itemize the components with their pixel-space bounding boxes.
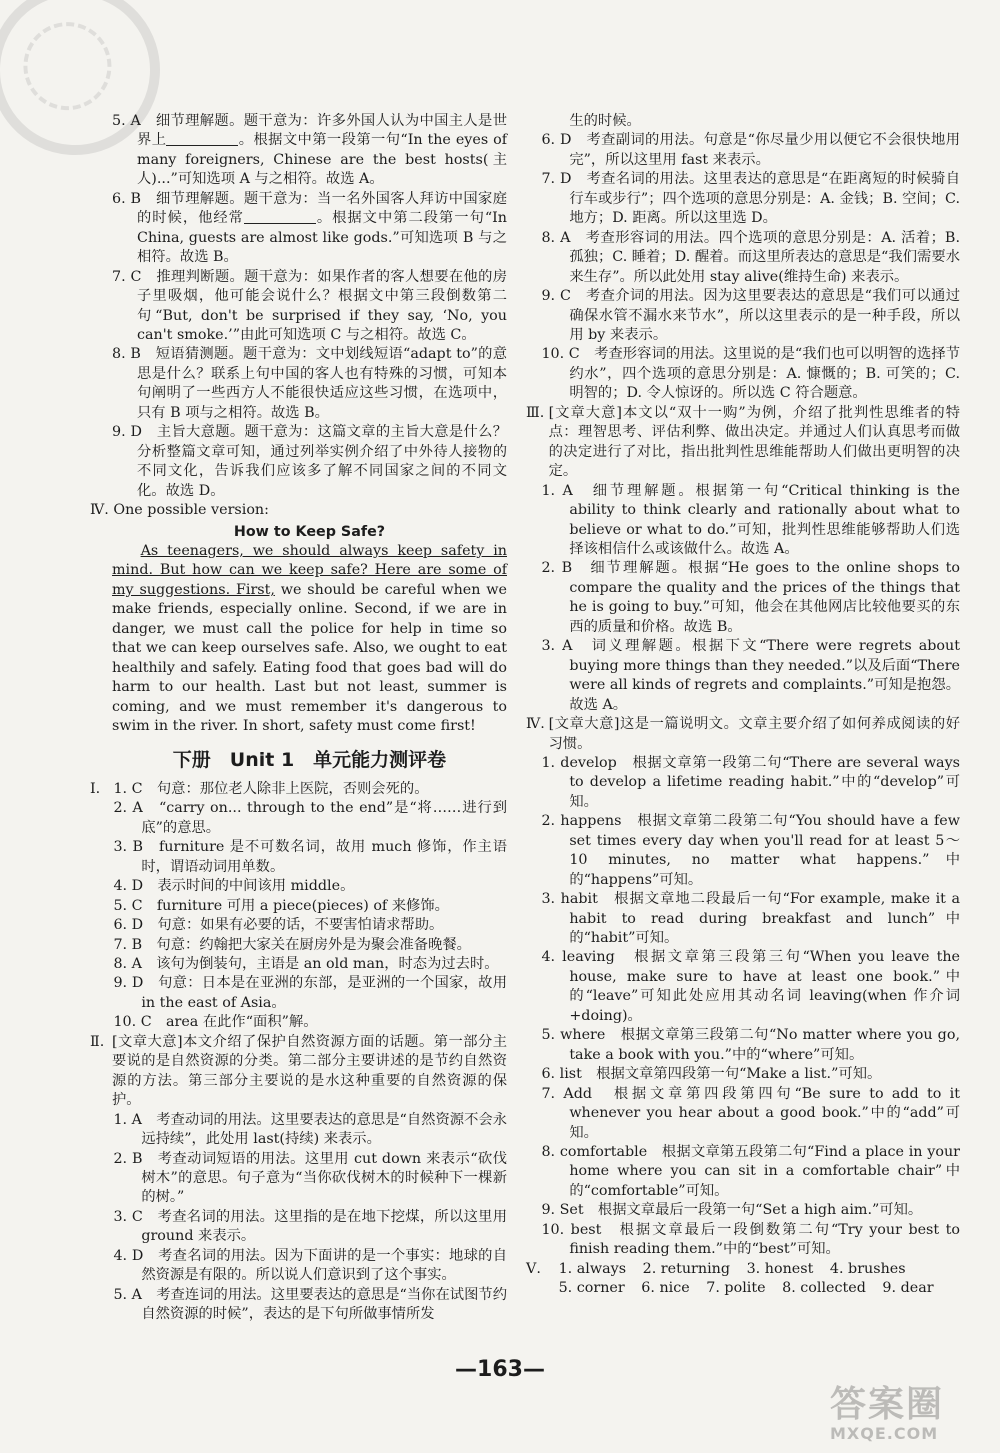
s4-item: 5. where 根据文章第三段第二句“No matter where you go, take a book with you.”中的“where”可知。 [541, 1027, 960, 1063]
section-1-label: Ⅰ. [90, 780, 101, 797]
s2-item-5-continued: 生的时候。 [569, 113, 641, 129]
s5-answer: 4. brushes [829, 1260, 906, 1277]
section-3-intro: [文章大意]本文以“双十一购”为例，介绍了批判性思维者的特点：理智思考、评估利弊、做出决定。并通过人们认真思考而做的决定进行了对比，指出批判性思维能帮助人们做出更明智的决定。 [548, 404, 960, 480]
s4-item: 10. best 根据文章最后一段倒数第二句“Try your best to finish reading them.”中的“best”可知。 [541, 1221, 960, 1258]
s1-item: 1. C 句意：那位老人除非上医院，否则会死的。 [113, 780, 429, 797]
s5-answer: 9. dear [882, 1280, 934, 1297]
s5-row [540, 1260, 960, 1279]
section-2-intro: [文章大意]本文介绍了保护自然资源方面的话题。第一部分主要说的是自然资源的分类。第二部分主要讲述的是节约自然资源的方法。第三部分主要说的是水这种重要的自然资源的保护。 [112, 1033, 507, 1109]
s3-item: 2. B 细节理解题。根据“He goes to the online shops to compare the quality and the prices of the things that he is going to buy.”可知，他会在其他网店比较他要买的东西的质量和价格。故选 B。 [541, 560, 960, 635]
unit-title: 下册 Unit 1 单元能力测评卷 [172, 748, 447, 771]
s2-item: 4. D 考查名词的用法。因为下面讲的是一个事实：地球的自然资源是有限的。所以说人们意识到了这个事实。 [113, 1247, 507, 1284]
section-4 [526, 715, 960, 1260]
section-5-label: Ⅴ. [526, 1260, 541, 1277]
s1-item: 9. D 句意：日本是在亚洲的东部，是亚洲的一个国家，故用 in the east of Asia。 [113, 975, 507, 1011]
s2-item: 7. D 考查名词的用法。这里表达的意思是“在距离短的时候骑自行车或步行”；四个选项的意思分别是：A. 金钱；B. 空间；C. 地方；D. 距离。所以这里选 D。 [541, 171, 960, 227]
right-column [526, 112, 961, 1299]
answer-8: 8. B 短语猜测题。题干意为：文中划线短语“adapt to”的意思是什么？联系上句中国的客人也有特殊的习惯，可知本句阐明了一些西方人不能很快适应这些习惯，在选项中，只有 B 项与之相符。故选 B。 [112, 346, 507, 421]
answer-5: 5. A 细节理解题。题干意为：许多外国人认为中国主人是世界上 。根据文中第一段第一句“In the eyes of many foreigners, Chinese are the best hosts(主人)...”可知选项 A 与之相符。故选 A。 [112, 113, 508, 188]
s2-item: 5. A 考查连词的用法。这里要表达的意思是“当你在试图节约自然资源的时候”，表达的是下句所做事情所发 [113, 1286, 507, 1323]
s5-answer: 7. polite [706, 1280, 766, 1297]
s4-item: 2. happens 根据文章第二段第二句“You should have a few set times every day when you'll read for at least 5～10 minutes, no matter what happens.”中的“happens”可知。 [541, 813, 960, 888]
answer-blank [166, 145, 238, 146]
s2-item: 3. C 考查名词的用法。这里指的是在地下挖煤，所以这里用 ground 来表示。 [113, 1208, 507, 1245]
s1-item: 5. C furniture 可用 a piece(pieces) of 来修饰。 [113, 897, 449, 914]
answer-6: 6. B 细节理解题。题干意为：当一名外国客人拜访中国家庭的时候，他经常 。根据文中第二段第一句“In China, guests are almost like gods.”可知选项 B 与之相符。故选 B。 [112, 190, 507, 266]
s5-row [540, 1279, 960, 1298]
left-column [90, 112, 508, 1325]
section-2-label: Ⅱ. [90, 1033, 105, 1050]
s4-item: 7. Add 根据文章第四段第四句“Be sure to add to it whenever you hear about a good book.”中的“add”可知。 [541, 1085, 960, 1141]
s2-item: 10. C 考查形容词的用法。这里说的是“我们也可以明智的选择节约水”，四个选项的意思分别是：A. 慷慨的；B. 可笑的；C. 明智的；D. 令人惊讶的。所以选 C 符合题意。 [541, 346, 960, 402]
section-3-label: Ⅲ. [526, 404, 545, 421]
essay-title: How to Keep Safe? [233, 523, 386, 540]
s1-item: 4. D 表示时间的中间该用 middle。 [113, 878, 355, 895]
essay-underlined: As teenagers, we should always keep safety in mind. But how can we keep safe? Here are some of my suggestions. First, [112, 542, 507, 598]
s1-item: 7. B 句意：约翰把大家关在厨房外是为聚会准备晚餐。 [113, 936, 471, 953]
section-2 [90, 1033, 507, 1325]
answer-7: 7. C 推理判断题。题干意为：如果作者的客人想要在他的房子里吸烟，他可能会说什么？根据文中第三段倒数第二句“But, don't be surprised if they say, ‘No, you can't smoke.’”由此可知选项 C 与之相符。故选 C。 [112, 268, 507, 343]
section-4-intro: [文章大意]这是一篇说明文。文章主要介绍了如何养成阅读的好习惯。 [548, 716, 960, 752]
s3-item: 3. A 词义理解题。根据下文“There were regrets about buying more things than they needed.”以及后面“There were all kinds of regrets and complaints.”可知是抱怨。故选 A。 [541, 638, 961, 713]
s4-item: 1. develop 根据文章第一段第二句“There are several ways to develop a lifetime reading habit.”中的“develop”可知。 [541, 754, 960, 810]
s4-item: 3. habit 根据文章地二段最后一句“For example, make it a habit to read during breakfast and lunch”中的“habit”可知。 [541, 891, 960, 947]
essay-body: As teenagers, we should always keep safety in mind. But how can we keep safe? Here are some of my suggestions. First, we should be careful when we make friends, especially online. Second, if we are in danger, we must call the police for help in time so that we can keep ourselves safe. Also, we ought to eat healthily and safely. Eating food that goes bad will do harm to our health. Last but not least, summer is coming, and we must remember it's dangerous to swim in the river. In short, safety must come first! [112, 542, 508, 735]
s5-answer: 3. honest [746, 1260, 814, 1277]
s5-answer: 6. nice [641, 1280, 690, 1297]
s4-item: 4. leaving 根据文章第三段第三句“When you leave the house, make sure to have at least one book.”中的“leave”可知此处应用其动名词 leaving(when 作介词+doing)。 [541, 949, 960, 1024]
s1-item: 6. D 句意：如果有必要的话，不要害怕请求帮助。 [113, 917, 444, 934]
watermark-url: MXQE.COM [830, 1424, 939, 1443]
s1-item: 3. B furniture 是不可数名词，故用 much 修饰，作主语时，谓语动词用单数。 [113, 839, 507, 875]
s2-item: 9. C 考查介词的用法。因为这里要表达的意思是“我们可以通过确保水管不漏水来节水”，所以这里表示的是一种手段，所以用 by 来表示。 [541, 288, 960, 343]
s4-item: 8. comfortable 根据文章第五段第二句“Find a place in your home where you can sit in a comfortable chair”中的“comfortable”可知。 [541, 1144, 960, 1199]
s5-answer: 5. corner [558, 1280, 625, 1297]
s2-item: 6. D 考查副词的用法。句意是“你尽量少用以便它不会很快地用完”，所以这里用 fast 来表示。 [541, 132, 960, 168]
section-1 [90, 780, 507, 1033]
s1-item: 8. A 该句为倒装句，主语是 an old man，时态为过去时。 [113, 956, 499, 973]
s5-answer: 2. returning [642, 1260, 731, 1277]
s1-item: 10. C area 在此作“面积”解。 [113, 1014, 318, 1031]
answer-blank [244, 223, 316, 224]
s5-answer: 8. collected [782, 1280, 866, 1297]
s4-item: 6. list 根据文章第四段第一句“Make a list.”可知。 [541, 1066, 882, 1083]
section-3 [526, 404, 961, 715]
s2-item: 2. B 考查动词短语的用法。这里用 cut down 来表示“砍伐树木”的意思。句子意为“当你砍伐树木的时候种下一棵新的树。” [113, 1150, 507, 1206]
page-number: —163— [455, 1357, 545, 1382]
answer-9: 9. D 主旨大意题。题干意为：这篇文章的主旨大意是什么？分析整篇文章可知，通过列举实例介绍了中外待人接物的不同文化，告诉我们应该多了解不同国家之间的不同文化。故选 D。 [112, 424, 507, 499]
watermark-text: 答案圈 [830, 1384, 945, 1425]
section-5 [526, 1260, 960, 1299]
s4-item: 9. Set 根据文章最后一段第一句“Set a high aim.”可知。 [541, 1202, 923, 1219]
watermark-logo [830, 1385, 995, 1449]
section-4-label: Ⅳ. One possible version: [90, 502, 269, 519]
s3-item: 1. A 细节理解题。根据第一句“Critical thinking is the ability to think clearly and rationally about what to believe or what to do.”可知，批判性思维能够帮助人们选择该相信什么或该做什么。故选 A。 [541, 482, 960, 557]
s1-item: 2. A “carry on... through to the end”是“将……进行到底”的意思。 [113, 800, 507, 836]
s2-item: 8. A 考查形容词的用法。四个选项的意思分别是：A. 活着；B. 孤独；C. 睡着；D. 醒着。而这里所表达的意思是“我们需要水来生存”。所以此处用 stay alive(维持生命) 来表示。 [541, 229, 960, 285]
section-4-label: Ⅳ. [526, 716, 545, 733]
s2-item: 1. A 考查动词的用法。这里要表达的意思是“自然资源不会永远持续”，此处用 last(持续) 来表示。 [113, 1111, 507, 1148]
s5-answer: 1. always [558, 1260, 627, 1277]
